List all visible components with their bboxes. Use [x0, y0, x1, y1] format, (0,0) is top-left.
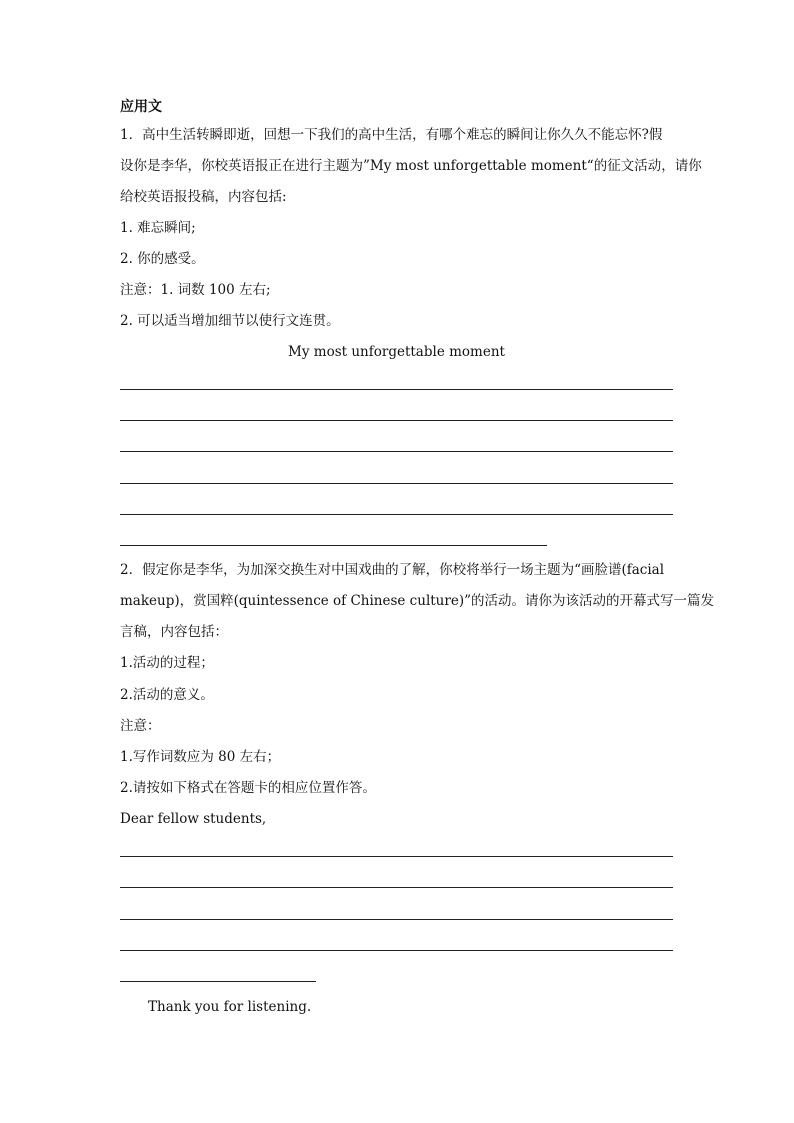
q1-note-1: 注意：1. 词数 100 左右; [120, 282, 271, 298]
q2-prompt-line-3: 言稿，内容包括： [120, 624, 228, 640]
q2-prompt-line-1: 2．假定你是李华，为加深交换生对中国戏曲的了解，你校将举行一场主题为“画脸谱(facial [120, 562, 665, 578]
q1-answer-line[interactable] [120, 545, 547, 546]
q1-answer-line[interactable] [120, 451, 673, 452]
q1-prompt-line-1: 1．高中生活转瞬即逝，回想一下我们的高中生活，有哪个难忘的瞬间让你久久不能忘怀?假 [120, 127, 663, 143]
q2-note-label: 注意： [120, 718, 161, 734]
q1-answer-line[interactable] [120, 483, 673, 484]
q1-note-2: 2. 可以适当增加细节以使行文连贯。 [120, 313, 340, 329]
q1-prompt-line-3: 给校英语报投稿，内容包括: [120, 189, 287, 205]
q1-answer-line[interactable] [120, 514, 673, 515]
q2-content-item-1: 1.活动的过程； [120, 655, 214, 671]
q2-answer-line[interactable] [120, 887, 673, 888]
q1-content-item-1: 1. 难忘瞬间; [120, 220, 196, 236]
q2-closing: Thank you for listening. [148, 999, 312, 1015]
q1-answer-line[interactable] [120, 420, 673, 421]
q1-answer-line[interactable] [120, 389, 673, 390]
q2-greeting: Dear fellow students, [120, 811, 267, 827]
q2-answer-line[interactable] [120, 950, 673, 951]
q2-prompt-line-2: makeup)，赏国粹(quintessence of Chinese culture)”的活动。请你为该活动的开幕式写一篇发 [120, 593, 714, 609]
q2-note-2: 2.请按如下格式在答题卡的相应位置作答。 [120, 780, 376, 796]
q2-answer-line[interactable] [120, 856, 673, 857]
section-heading: 应用文 [120, 99, 162, 115]
q1-prompt-line-2: 设你是李华，你校英语报正在进行主题为”My most unforgettable moment“的征文活动，请你 [120, 158, 702, 174]
q2-note-1: 1.写作词数应为 80 左右； [120, 749, 281, 765]
q1-essay-title: My most unforgettable moment [288, 344, 505, 360]
q2-answer-line[interactable] [120, 981, 316, 982]
q2-content-item-2: 2.活动的意义。 [120, 687, 214, 703]
q1-content-item-2: 2. 你的感受。 [120, 251, 205, 267]
q2-answer-line[interactable] [120, 919, 673, 920]
